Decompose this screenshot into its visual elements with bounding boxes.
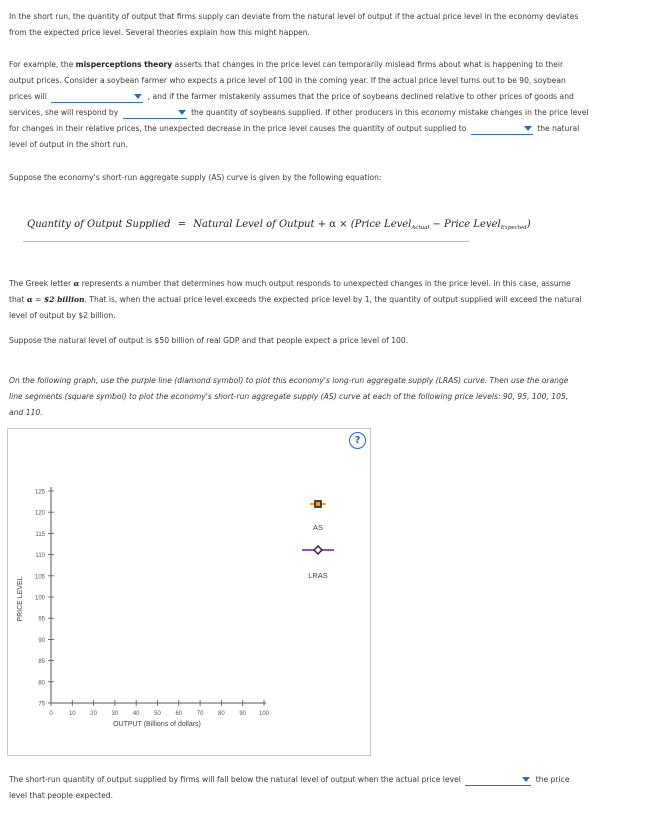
x-axis-label: OUTPUT (Billions of dollars): [113, 721, 201, 728]
alpha-line-3: [9, 308, 116, 324]
chevron-down-icon: [134, 94, 142, 99]
y-tick-label: 75: [38, 701, 45, 708]
text: the price: [535, 775, 570, 784]
y-tick-label: 85: [38, 659, 45, 666]
aggregate-supply-chart[interactable]: [8, 429, 370, 755]
lras-tool[interactable]: [302, 546, 334, 580]
as-legend-label: AS: [312, 523, 324, 532]
text: level of output by $2 billion.: [9, 311, 116, 320]
question-line-1: [9, 772, 570, 788]
diamond-icon: [314, 546, 322, 554]
text: On the following graph, use the purple line (diamond symbol) to plot this economy's long-run aggregate supply (LRAS) curve. Then use the orange: [9, 376, 569, 385]
y-tick-label: 125: [34, 489, 45, 496]
output-supplied-dropdown[interactable]: [471, 124, 533, 135]
as-equation: [27, 219, 531, 231]
y-tick-label: 90: [38, 637, 45, 644]
y-tick-label: 100: [34, 595, 45, 602]
x-tick-label: 50: [154, 711, 161, 717]
eq-sign: =: [177, 219, 187, 230]
y-axis-label: PRICE LEVEL: [17, 576, 24, 622]
alpha-symbol: α: [26, 295, 33, 304]
actual-price-level-dropdown[interactable]: [465, 775, 531, 786]
instructions-line-3: [9, 405, 43, 421]
text: services, she will respond by: [9, 108, 119, 117]
eq-price-expected: − Price Level: [432, 219, 501, 230]
x-tick-label: 90: [239, 711, 247, 717]
alpha-value: $2 billion: [43, 295, 85, 304]
y-tick-label: 110: [35, 553, 45, 560]
as-tool[interactable]: [310, 501, 326, 532]
text: Suppose the economy's short-run aggregate supply (AS) curve is given by the following equation:: [9, 173, 382, 182]
chevron-down-icon: [524, 126, 532, 131]
instructions-line-2: [9, 389, 568, 405]
misperceptions-theory-term: misperceptions theory: [75, 60, 173, 69]
x-tick-label: 0: [49, 711, 53, 717]
y-tick-label: 120: [34, 510, 45, 517]
alpha-symbol: α: [73, 279, 80, 288]
instructions-line-1: [9, 373, 568, 389]
text: level of output in the short run.: [9, 140, 128, 149]
text: that: [9, 295, 27, 304]
eq-expected-sub: Expected: [500, 225, 527, 231]
text: The short-run quantity of output supplied by firms will fall below the natural level of output when the actual price level: [9, 775, 461, 784]
square-icon: [315, 501, 321, 507]
example-line-1: [9, 57, 563, 73]
intro-line-1: [9, 9, 578, 25]
eq-close: ): [526, 219, 531, 230]
x-tick-label: 10: [68, 711, 76, 717]
text: . That is, when the actual price level exceeds the expected price level by 1, the quantity of output supplied will exceed the natural: [84, 295, 582, 304]
as-equation-intro: [9, 170, 382, 186]
y-tick-label: 95: [38, 616, 45, 623]
chevron-down-icon: [178, 110, 186, 115]
text: The Greek letter: [9, 279, 74, 288]
example-line-5: [9, 121, 579, 137]
eq-price-actual: (Price Level: [350, 219, 412, 230]
alpha-line-2: [9, 292, 582, 308]
text: output prices. Consider a soybean farmer who expects a price level of 100 in the coming year. If the actual price level turns out to be 90, soybean: [9, 76, 566, 85]
chevron-down-icon: [522, 777, 530, 782]
help-icon[interactable]: ?: [349, 432, 366, 449]
text: =: [32, 295, 44, 304]
eq-plus-alpha: + α ×: [317, 219, 348, 230]
text: Suppose the natural level of output is $50 billion of real GDP and that people expect a price level of 100.: [9, 336, 409, 345]
example-line-6: [9, 137, 128, 153]
text: prices will: [9, 92, 47, 101]
text: the quantity of soybeans supplied. If other producers in this economy mistake changes in the price level: [191, 108, 589, 117]
x-tick-label: 40: [132, 711, 140, 717]
equation-underline: [23, 241, 469, 242]
example-line-2: [9, 73, 566, 89]
y-tick-label: 80: [38, 680, 45, 687]
text: line segments (square symbol) to plot the economy's short-run aggregate supply (AS) curve at each of the following price levels: 90, 95, 100, 105,: [9, 392, 569, 401]
text: represents a number that determines how much output responds to unexpected changes in the price level. In this case, assume: [79, 279, 571, 288]
x-tick-label: 60: [175, 711, 183, 717]
x-tick-label: 80: [218, 711, 225, 717]
text: the natural: [537, 124, 580, 133]
y-tick-label: 105: [34, 574, 45, 581]
farmer-response-dropdown[interactable]: [123, 108, 187, 119]
alpha-line-1: [9, 276, 571, 292]
text: from the expected price level. Several theories explain how this might happen.: [9, 28, 310, 37]
x-tick-label: 30: [111, 711, 119, 717]
lras-legend-label: LRAS: [308, 571, 328, 580]
intro-line-2: [9, 25, 310, 41]
x-tick-label: 70: [196, 711, 204, 717]
x-tick-label: 100: [258, 711, 270, 717]
text: level that people expected.: [9, 791, 114, 800]
text: , and if the farmer mistakenly assumes that the price of soybeans declined relative to other prices of goods and: [147, 92, 574, 101]
y-tick-label: 115: [35, 531, 45, 538]
graph-panel[interactable]: [7, 428, 371, 756]
chart-axes: [51, 487, 266, 703]
soybean-prices-dropdown[interactable]: [51, 92, 143, 103]
text: For example, the: [9, 60, 76, 69]
text: asserts that changes in the price level can temporarily mislead firms about what is happening to their: [172, 60, 564, 69]
x-tick-label: 20: [90, 711, 97, 717]
eq-natural: Natural Level of Output: [193, 219, 315, 230]
example-line-4: [9, 105, 589, 121]
text: In the short run, the quantity of output that firms supply can deviate from the natural level of output if the actual price level in the economy deviates: [9, 12, 579, 21]
text: for changes in their relative prices, the unexpected decrease in the price level causes the quantity of output supplied to: [9, 124, 467, 133]
natural-level-statement: [9, 333, 408, 349]
text: and 110.: [9, 408, 43, 417]
eq-actual-sub: Actual: [411, 225, 430, 231]
example-line-3: [9, 89, 574, 105]
question-line-2: [9, 788, 113, 804]
eq-lhs: Quantity of Output Supplied: [27, 219, 171, 230]
